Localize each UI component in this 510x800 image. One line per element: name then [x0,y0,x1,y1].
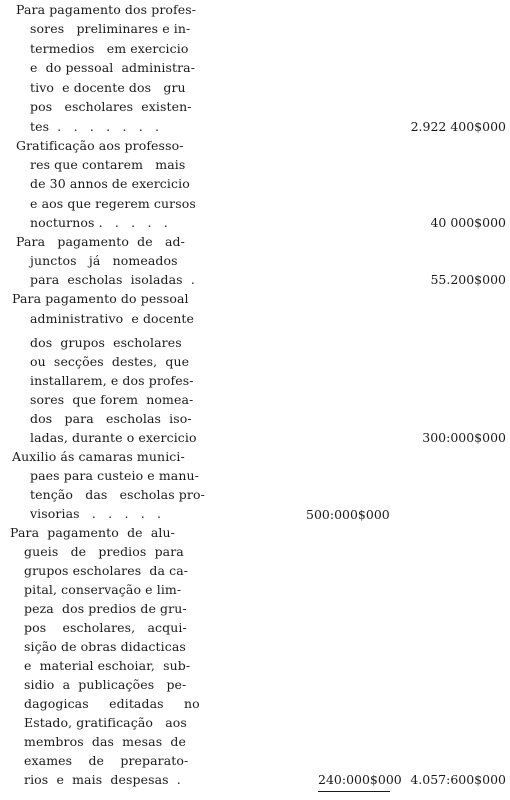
amount-value: 2.922 400$000 [410,119,506,134]
text-line: administrativo e docente [30,311,195,326]
text-line: Estado, gratificação aos [24,715,187,730]
text-line: paes para custeio e manu- [30,468,199,483]
text-line: sição de obras didacticas [24,639,186,654]
text-line: nocturnos . . . . . [30,215,168,230]
text-line: tes . . . . . . . [30,119,160,134]
text-line: grupos escholares da ca- [24,563,189,578]
amount-value: 55.200$000 [430,272,506,287]
text-line: peza dos predios de gru- [24,601,187,616]
text-line: e material eschoiar, sub- [24,658,191,673]
amount-value: 500:000$000 [306,507,390,522]
text-line: tivo e docente dos gru [30,80,186,95]
text-line: dos para escholas iso- [30,411,192,426]
text-line: Auxilio ás camaras munici- [12,449,185,464]
text-line: ou secções destes, que [30,354,190,369]
text-line: ladas, durante o exercicio [30,430,197,445]
text-line: junctos já nomeados [30,253,178,268]
text-line: tenção das escholas pro- [30,487,205,502]
text-line: exames de preparato- [24,753,189,768]
text-line: pital, conservação e lim- [24,582,182,597]
text-line: para escholas isoladas . [30,272,195,287]
amount-value: 300:000$000 [422,430,506,445]
text-line: rios e mais despesas . [24,772,181,787]
text-line: Para pagamento dos profes- [16,2,197,17]
text-line: Gratificação aos professo- [16,138,184,153]
amount-value: 40 000$000 [430,215,506,230]
text-line: pos escholares, acqui- [24,620,187,635]
text-line: dagogicas editadas no [24,696,200,711]
text-line: Para pagamento do pessoal [12,291,189,306]
text-line: sidio a publicações pe- [24,677,187,692]
text-line: sores preliminares e in- [30,21,191,36]
text-line: pos escholares existen- [30,99,192,114]
text-line: visorias . . . . . [30,506,162,521]
text-line: dos grupos escholares [30,335,182,350]
text-line: e aos que regerem cursos [30,196,196,211]
text-line: res que contarem mais [30,157,186,172]
text-line: membros das mesas de [24,734,186,749]
text-line: de 30 annos de exercicio [30,176,190,191]
text-line: Para pagamento de ad- [16,234,185,249]
text-line: Para pagamento de alu- [10,525,175,540]
text-line: gueis de predios para [24,544,184,559]
text-line: e do pessoal administra- [30,60,196,75]
underline-rule [318,791,390,792]
total-value: 4.057:600$000 [410,772,506,787]
text-line: sores que forem nomea- [30,392,194,407]
text-line: termedios em exercicio [30,41,189,56]
amount-value: 240:000$000 [318,772,402,787]
text-line: installarem, e dos profes- [30,373,194,388]
